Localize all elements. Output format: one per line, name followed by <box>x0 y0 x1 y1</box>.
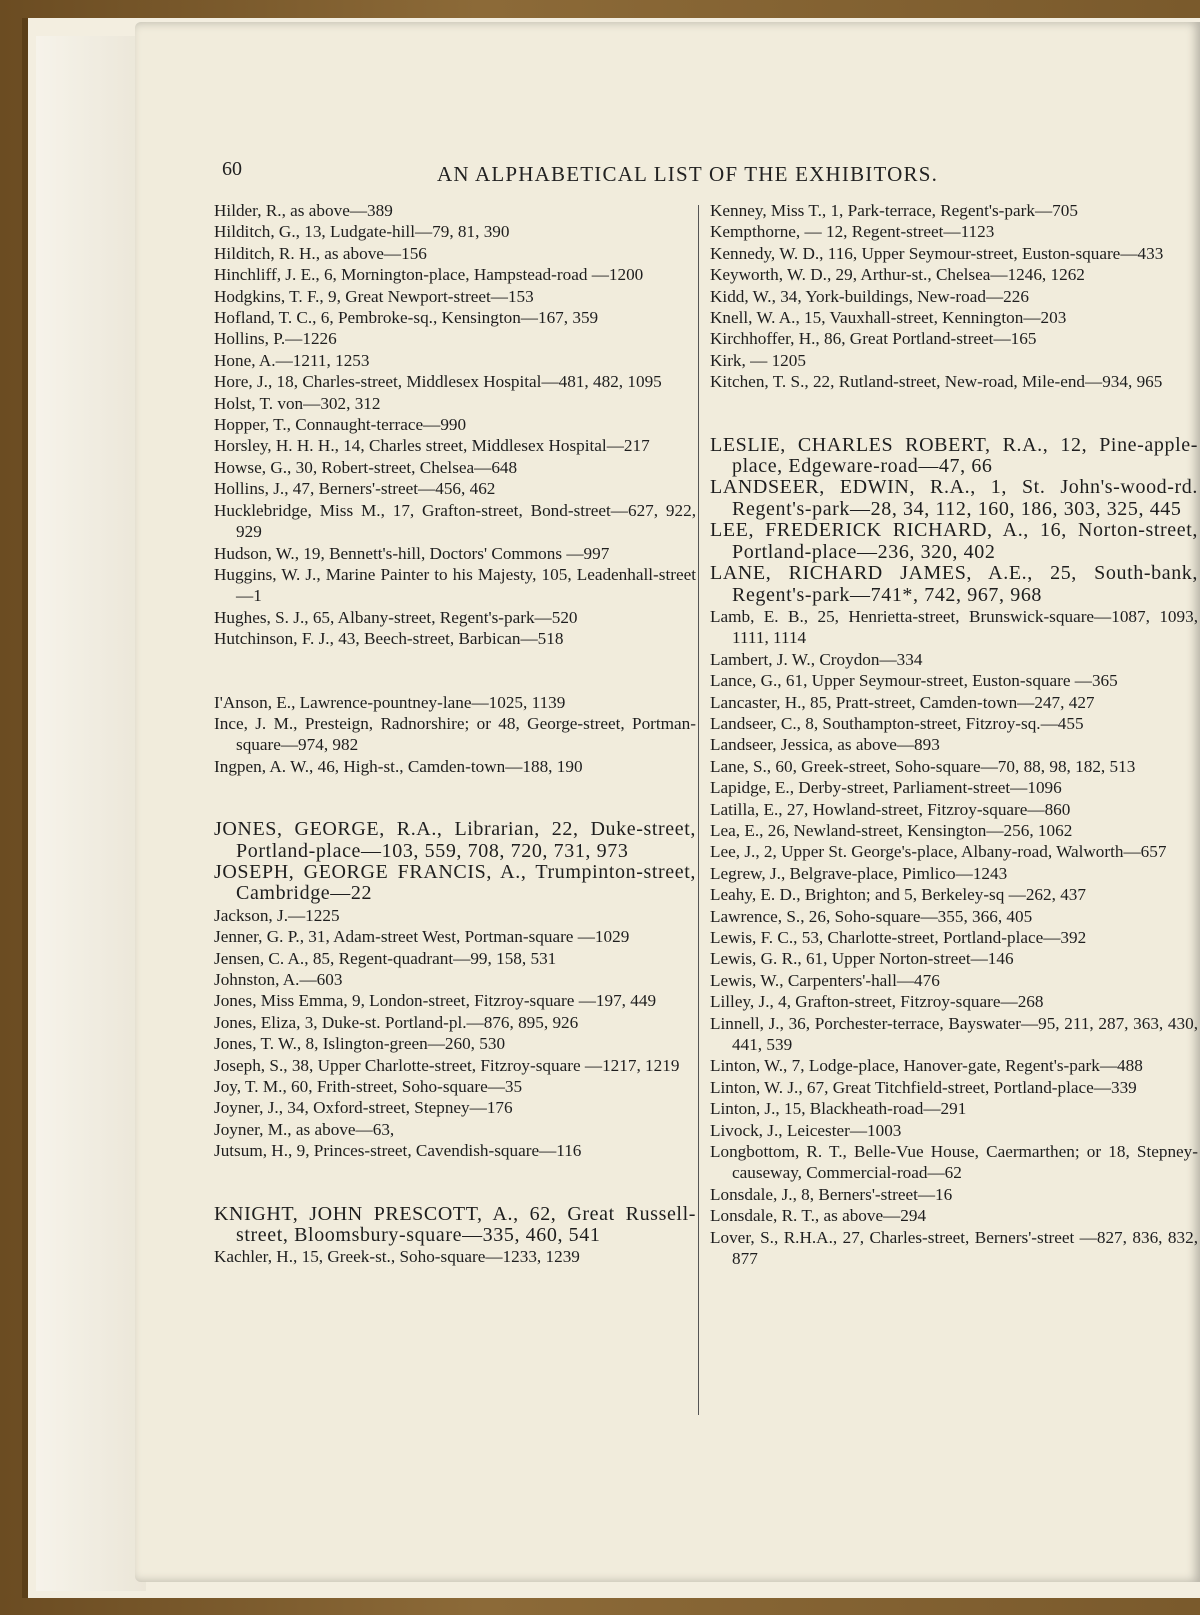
exhibitor-entry: LANE, RICHARD JAMES, A.E., 25, South-bank, Regent's-park—741*, 742, 967, 968 <box>710 562 1198 606</box>
exhibitor-entry: Hone, A.—1211, 1253 <box>214 350 370 370</box>
exhibitor-entry: Legrew, J., Belgrave-place, Pimlico—1243 <box>710 863 1008 883</box>
exhibitor-entry: Lonsdale, R. T., as above—294 <box>710 1206 927 1226</box>
exhibitor-entry: Kirchhoffer, H., 86, Great Portland-street—165 <box>710 329 1037 349</box>
exhibitor-entry: Hudson, W., 19, Bennett's-hill, Doctors' Commons —997 <box>214 543 610 563</box>
exhibitor-entry: Lea, E., 26, Newland-street, Kensington—256, 1062 <box>710 820 1073 840</box>
exhibitor-entry: Howse, G., 30, Robert-street, Chelsea—648 <box>214 457 518 477</box>
exhibitor-entry: I'Anson, E., Lawrence-pountney-lane—1025, 1139 <box>214 692 566 712</box>
exhibitor-entry: Lewis, G. R., 61, Upper Norton-street—146 <box>710 949 1014 969</box>
section-gap <box>710 393 1198 435</box>
entries-l-academicians <box>710 435 1198 606</box>
exhibitor-entry: Hilder, R., as above—389 <box>214 201 393 220</box>
exhibitor-entry: Kachler, H., 15, Greek-st., Soho-square—1233, 1239 <box>214 1247 580 1267</box>
exhibitor-entry: Hilditch, G., 13, Ludgate-hill—79, 81, 390 <box>214 222 510 242</box>
exhibitor-entry: Hutchinson, F. J., 43, Beech-street, Barbican—518 <box>214 629 564 649</box>
exhibitor-entry: Jones, T. W., 8, Islington-green—260, 530 <box>214 1034 506 1054</box>
exhibitor-entry: Lapidge, E., Derby-street, Parliament-street—1096 <box>710 778 1062 798</box>
exhibitor-entry: Lane, S., 60, Greek-street, Soho-square—70, 88, 98, 182, 513 <box>710 756 1136 776</box>
exhibitor-entry: Kenney, Miss T., 1, Park-terrace, Regent's-park—705 <box>710 201 1078 220</box>
entries-h <box>214 200 696 650</box>
exhibitor-entry: Leahy, E. D., Brighton; and 5, Berkeley-sq —262, 437 <box>710 885 1086 905</box>
entries-k <box>214 1246 696 1267</box>
exhibitor-entry: Lewis, W., Carpenters'-hall—476 <box>710 970 940 990</box>
exhibitor-entry: Hore, J., 18, Charles-street, Middlesex Hospital—481, 482, 1095 <box>214 372 662 392</box>
exhibitor-entry: Linnell, J., 36, Porchester-terrace, Bayswater—95, 211, 287, 363, 430, 441, 539 <box>710 1013 1198 1055</box>
exhibitor-entry: JOSEPH, GEORGE FRANCIS, A., Trumpinton-street, Cambridge—22 <box>214 860 696 905</box>
exhibitor-entry: Landseer, C., 8, Southampton-street, Fitzroy-sq.—455 <box>710 713 1084 733</box>
exhibitor-entry: Horsley, H. H. H., 14, Charles street, Middlesex Hospital—217 <box>214 436 650 456</box>
exhibitor-entry: Jutsum, H., 9, Princes-street, Cavendish-square—116 <box>214 1141 582 1161</box>
exhibitor-entry: Linton, J., 15, Blackheath-road—291 <box>710 1099 967 1119</box>
running-title: AN ALPHABETICAL LIST OF THE EXHIBITORS. <box>437 162 939 186</box>
exhibitor-entry: Lonsdale, J., 8, Berners'-street—16 <box>710 1184 953 1204</box>
exhibitor-entry: Jensen, C. A., 85, Regent-quadrant—99, 158, 531 <box>214 948 557 968</box>
exhibitor-entry: Livock, J., Leicester—1003 <box>710 1120 902 1140</box>
exhibitor-entry: Jones, Miss Emma, 9, London-street, Fitzroy-square —197, 449 <box>214 991 657 1011</box>
exhibitor-entry: Hinchliff, J. E., 6, Mornington-place, Hampstead-road —1200 <box>214 265 644 285</box>
section-gap <box>214 1162 696 1204</box>
exhibitor-entry: Hopper, T., Connaught-terrace—990 <box>214 415 467 435</box>
exhibitor-entry: Landseer, Jessica, as above—893 <box>710 735 940 755</box>
exhibitor-entry: LEE, FREDERICK RICHARD, A., 16, Norton-street, Portland-place—236, 320, 402 <box>710 519 1198 563</box>
exhibitor-entry: Kidd, W., 34, York-buildings, New-road—226 <box>710 286 1029 306</box>
exhibitor-entry: Lee, J., 2, Upper St. George's-place, Albany-road, Walworth—657 <box>710 842 1167 862</box>
entries-k-continued <box>710 200 1198 393</box>
right-column <box>710 200 1198 1270</box>
exhibitor-entry: Lancaster, H., 85, Pratt-street, Camden-town—247, 427 <box>710 692 1095 712</box>
exhibitor-entry: Hucklebridge, Miss M., 17, Grafton-street, Bond-street—627, 922, 929 <box>214 500 696 542</box>
exhibitor-entry: LESLIE, CHARLES ROBERT, R.A., 12, Pine-apple-place, Edgeware-road—47, 66 <box>710 433 1198 478</box>
exhibitor-entry: Ingpen, A. W., 46, High-st., Camden-town—188, 190 <box>214 756 583 776</box>
exhibitor-entry: Joy, T. M., 60, Frith-street, Soho-square—35 <box>214 1077 523 1097</box>
column-rule <box>698 205 699 1415</box>
exhibitor-entry: Holst, T. von—302, 312 <box>214 393 381 413</box>
exhibitor-entry: Ince, J. M., Presteign, Radnorshire; or 48, George-street, Portman-square—974, 982 <box>214 713 696 755</box>
exhibitor-entry: Lambert, J. W., Croydon—334 <box>710 649 923 669</box>
entries-j-academicians <box>214 819 696 905</box>
exhibitor-entry: Joyner, J., 34, Oxford-street, Stepney—176 <box>214 1098 513 1118</box>
exhibitor-entry: Jackson, J.—1225 <box>214 905 340 925</box>
entries-k-academicians <box>214 1204 696 1247</box>
exhibitor-entry: Knell, W. A., 15, Vauxhall-street, Kennington—203 <box>710 308 1067 328</box>
exhibitor-entry: Kitchen, T. S., 22, Rutland-street, New-road, Mile-end—934, 965 <box>710 372 1163 392</box>
exhibitor-entry: Joyner, M., as above—63, <box>214 1119 395 1139</box>
exhibitor-entry: Lamb, E. B., 25, Henrietta-street, Brunswick-square—1087, 1093, 1111, 1114 <box>710 606 1198 648</box>
exhibitor-entry: Lover, S., R.H.A., 27, Charles-street, Berners'-street —827, 836, 832, 877 <box>710 1227 1198 1269</box>
left-column <box>214 200 696 1268</box>
exhibitor-entry: Joseph, S., 38, Upper Charlotte-street, Fitzroy-square —1217, 1219 <box>214 1055 680 1075</box>
exhibitor-entry: Longbottom, R. T., Belle-Vue House, Caermarthen; or 18, Stepney-causeway, Commercial-road—62 <box>710 1142 1198 1183</box>
entries-j <box>214 905 696 1162</box>
exhibitor-entry: Kennedy, W. D., 116, Upper Seymour-street, Euston-square—433 <box>710 243 1164 263</box>
exhibitor-entry: Latilla, E., 27, Howland-street, Fitzroy-square—860 <box>710 799 1071 819</box>
exhibitor-entry: Huggins, W. J., Marine Painter to his Majesty, 105, Leadenhall-street—1 <box>214 564 696 606</box>
flyleaf <box>36 36 146 1591</box>
exhibitor-entry: Hollins, J., 47, Berners'-street—456, 462 <box>214 479 496 499</box>
exhibitor-entry: Hofland, T. C., 6, Pembroke-sq., Kensington—167, 359 <box>214 308 599 328</box>
exhibitor-entry: Lewis, F. C., 53, Charlotte-street, Portland-place—392 <box>710 928 1087 947</box>
exhibitor-entry: Linton, W. J., 67, Great Titchfield-street, Portland-place—339 <box>710 1077 1137 1097</box>
exhibitor-entry: Lawrence, S., 26, Soho-square—355, 366, 405 <box>710 906 1033 926</box>
exhibitor-entry: Johnston, A.—603 <box>214 970 343 989</box>
section-gap <box>214 777 696 819</box>
exhibitor-entry: JONES, GEORGE, R.A., Librarian, 22, Duke-street, Portland-place—103, 559, 708, 720, 731, 973 <box>214 818 696 862</box>
exhibitor-entry: Hughes, S. J., 65, Albany-street, Regent's-park—520 <box>214 607 578 627</box>
exhibitor-entry: Lance, G., 61, Upper Seymour-street, Euston-square —365 <box>710 671 1118 691</box>
exhibitor-entry: Linton, W., 7, Lodge-place, Hanover-gate, Regent's-park—488 <box>710 1056 1143 1076</box>
exhibitor-entry: Jenner, G. P., 31, Adam-street West, Portman-square —1029 <box>214 927 630 947</box>
entries-l <box>710 606 1198 1270</box>
exhibitor-entry: LANDSEER, EDWIN, R.A., 1, St. John's-wood-rd. Regent's-park—28, 34, 112, 160, 186, 303, 325, 445 <box>710 476 1198 520</box>
exhibitor-entry: Hilditch, R. H., as above—156 <box>214 243 427 263</box>
exhibitor-entry: Kempthorne, — 12, Regent-street—1123 <box>710 222 995 242</box>
page-number: 60 <box>222 158 242 180</box>
exhibitor-entry: Lilley, J., 4, Grafton-street, Fitzroy-square—268 <box>710 992 1044 1012</box>
exhibitor-entry: Kirk, — 1205 <box>710 350 806 370</box>
section-gap <box>214 650 696 692</box>
exhibitor-entry: KNIGHT, JOHN PRESCOTT, A., 62, Great Russell-street, Bloomsbury-square—335, 460, 541 <box>214 1202 696 1247</box>
exhibitor-entry: Jones, Eliza, 3, Duke-st. Portland-pl.—876, 895, 926 <box>214 1012 579 1032</box>
exhibitor-entry: Hodgkins, T. F., 9, Great Newport-street—153 <box>214 286 534 306</box>
exhibitor-entry: Keyworth, W. D., 29, Arthur-st., Chelsea—1246, 1262 <box>710 265 1085 285</box>
entries-i <box>214 692 696 778</box>
exhibitor-entry: Hollins, P.—1226 <box>214 329 337 349</box>
